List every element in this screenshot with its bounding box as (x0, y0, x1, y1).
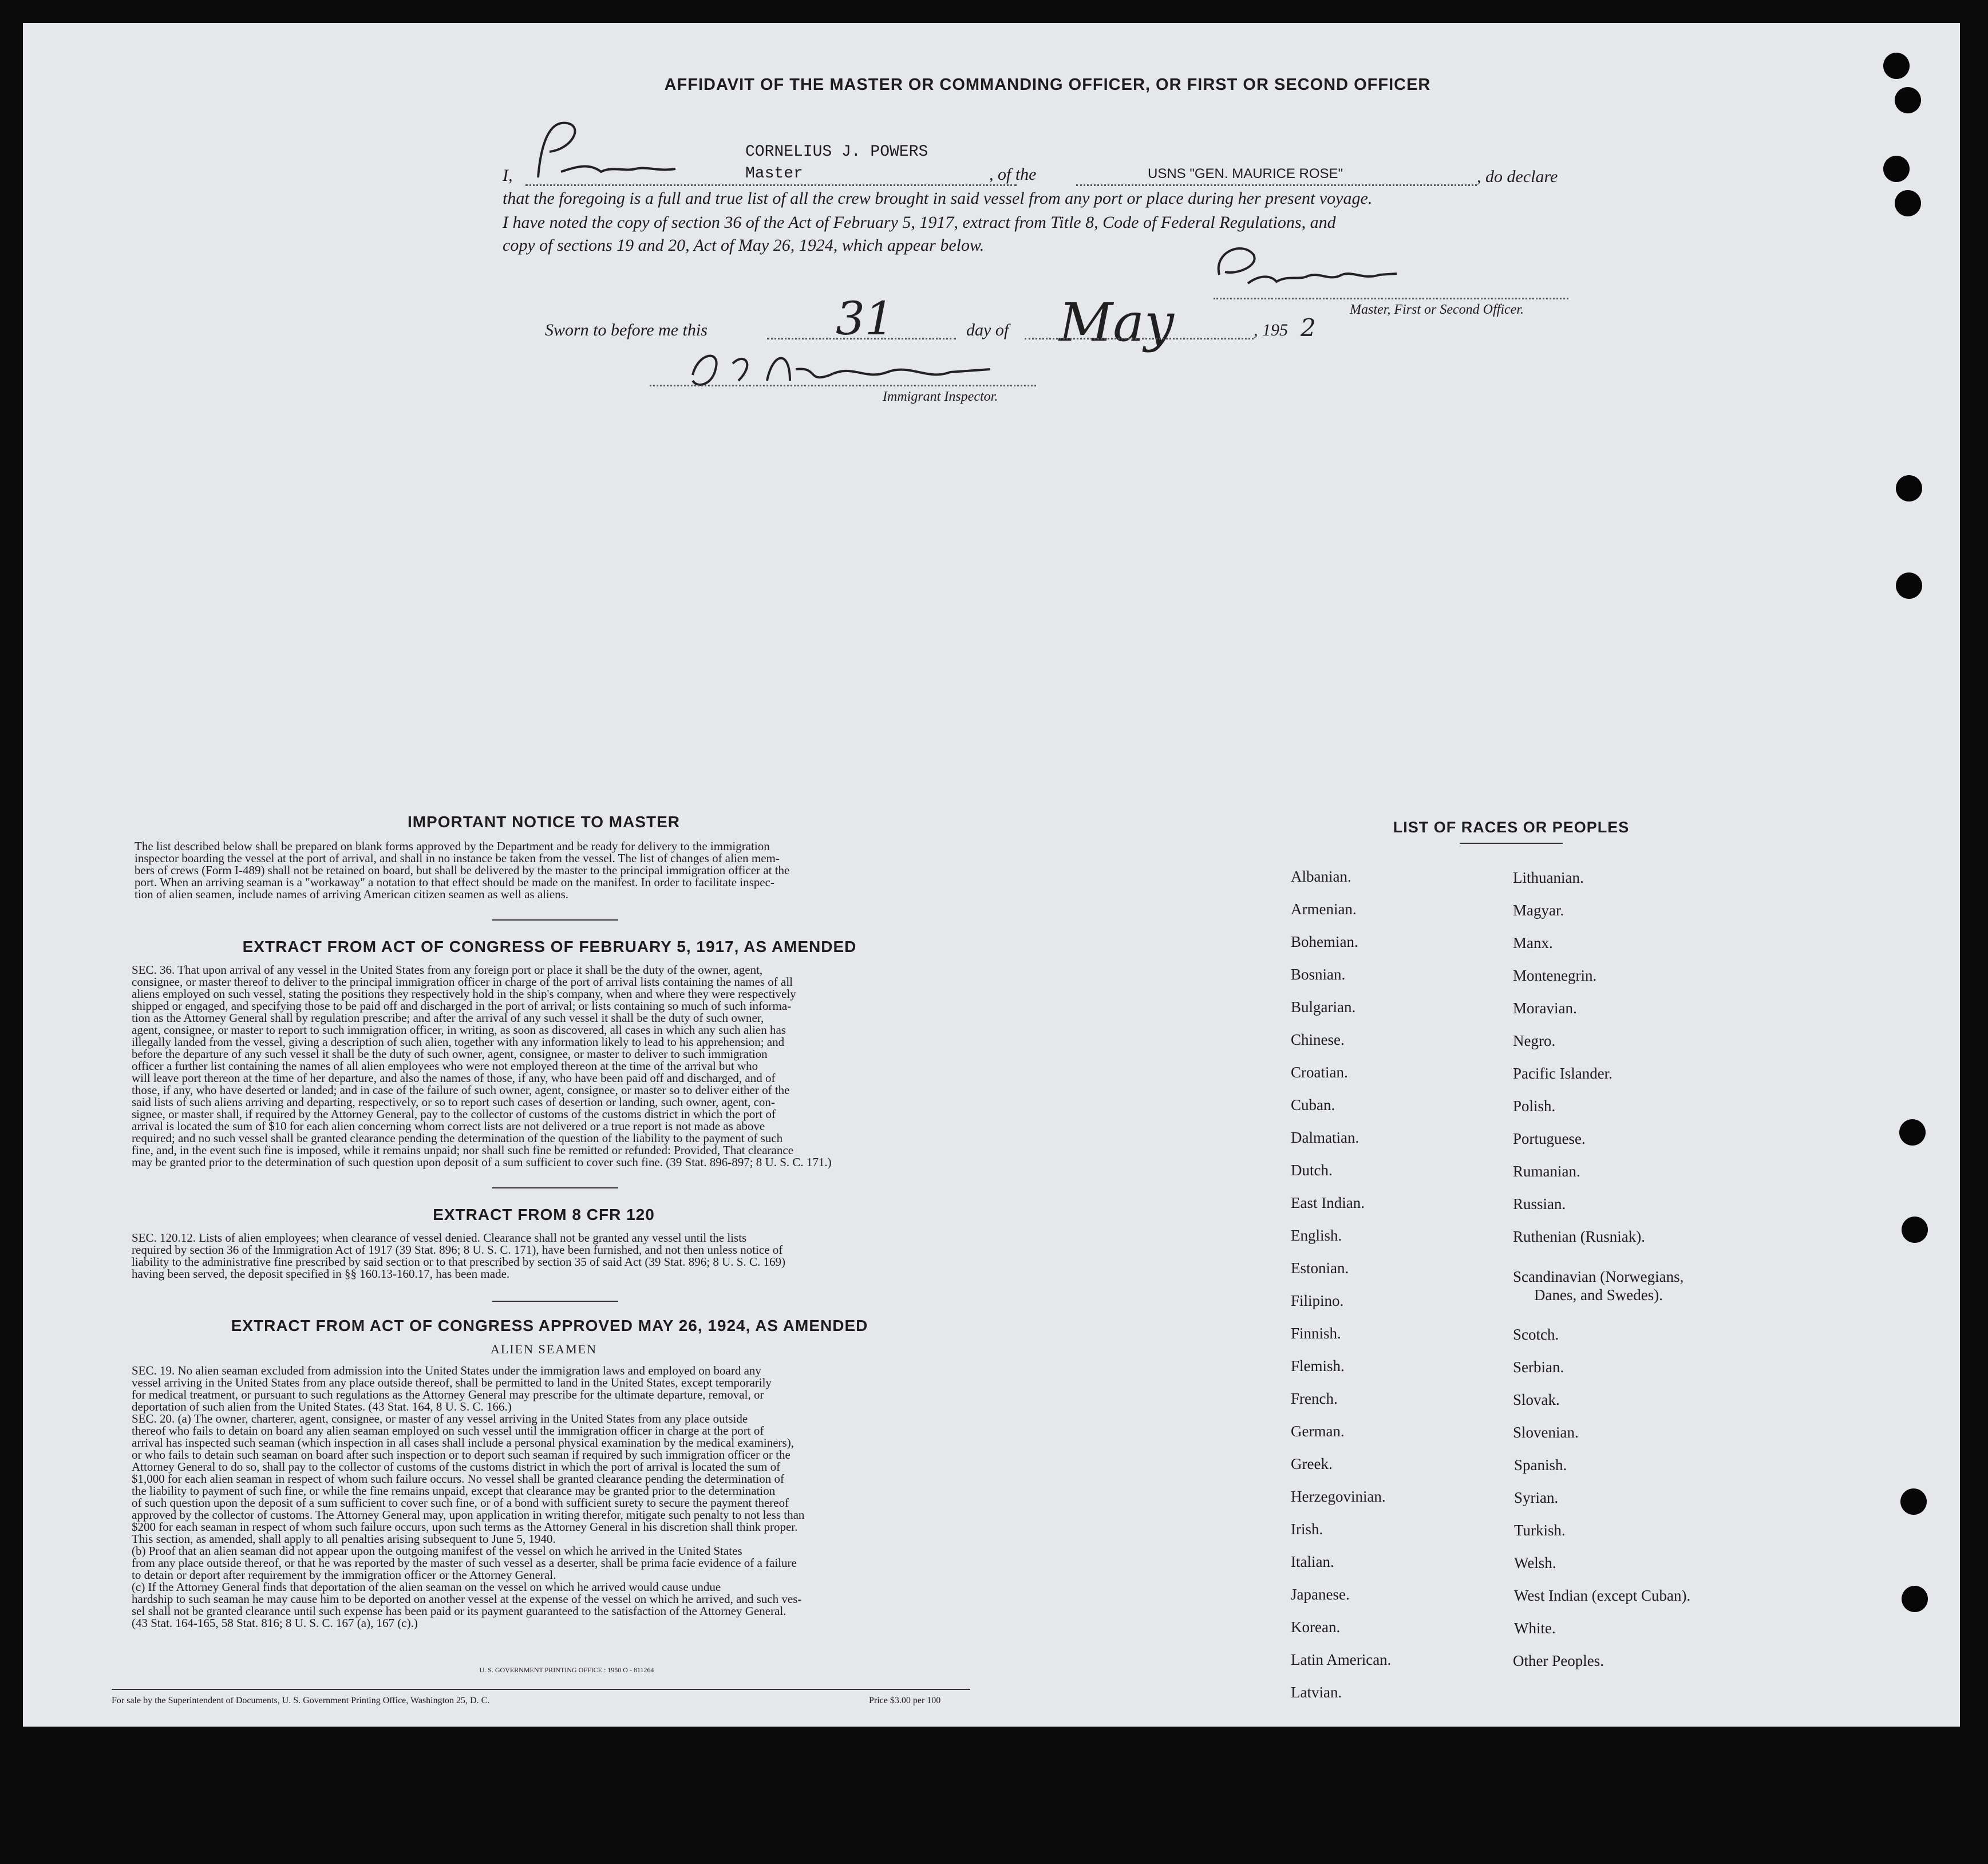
punch-hole (1883, 156, 1910, 182)
month-line (1025, 338, 1254, 339)
affidavit-page (23, 23, 1960, 1727)
extract-1924-body (132, 1365, 967, 1629)
race-item: Scotch. (1513, 1326, 1559, 1343)
affidavit-line-3: I have noted the copy of section 36 of the Act of February 5, 1917, extract from Title 8, Code of Federal Regulations, and (503, 213, 1336, 232)
race-item: Flemish. (1291, 1357, 1345, 1375)
race-item: Magyar. (1513, 902, 1564, 919)
vessel-name: USNS "GEN. MAURICE ROSE" (1148, 166, 1343, 181)
inspector-line (650, 385, 1036, 386)
race-item: Filipino. (1291, 1292, 1344, 1309)
for-sale-note: For sale by the Superintendent of Documents, U. S. Government Printing Office, Washington 25, D. C. (112, 1696, 490, 1705)
extract-1924-line: arrival has inspected such seaman (which inspection in all cases shall include a personal physical examination by the medical examiners), (132, 1436, 794, 1450)
race-item: Serbian. (1513, 1358, 1564, 1376)
master-signature-initial (527, 109, 710, 189)
race-item: Dalmatian. (1291, 1129, 1359, 1146)
extract-1924-line: SEC. 20. (a) The owner, charterer, agent, consignee, or master of any vessel arriving in the United States from any place outside (132, 1412, 748, 1425)
master-name: CORNELIUS J. POWERS (745, 143, 928, 161)
race-item: Latin American. (1291, 1651, 1392, 1668)
notice-line: The list described below shall be prepared on blank forms approved by the Department and be ready for delivery to the immigration (135, 839, 770, 853)
notice-line: tion of alien seamen, include names of arriving American citizen seamen as well as aliens. (135, 887, 569, 901)
race-item: Lithuanian. (1513, 869, 1584, 886)
cfr-line: SEC. 120.12. Lists of alien employees; when clearance of vessel denied. Clearance shall not be granted any vessel until the lists (132, 1231, 747, 1245)
year-value: 2 (1301, 314, 1316, 342)
footer-rule (112, 1689, 970, 1690)
extract-1924-line: from any place outside thereof, or that he was reported by the master of such vessel as a deserter, shall be prima facie evidence of a failure (132, 1556, 797, 1570)
punch-hole (1900, 1488, 1927, 1515)
extract-1917-line: illegally landed from the vessel, giving a description of such alien, together with any information likely to lead to his apprehension; and (132, 1035, 785, 1049)
notice-title: IMPORTANT NOTICE TO MASTER (407, 813, 681, 831)
race-item: Rumanian. (1513, 1163, 1580, 1180)
affidavit-line-4: copy of sections 19 and 20, Act of May 26, 1924, which appear below. (503, 236, 985, 255)
race-item: Armenian. (1291, 901, 1357, 918)
extract-1924-line: deportation of such alien from the United States. (43 Stat. 164, 8 U. S. C. 166.) (132, 1400, 512, 1413)
extract-1924-line: (43 Stat. 164-165, 58 Stat. 816; 8 U. S. C. 167 (a), 167 (c).) (132, 1616, 418, 1630)
race-item: Korean. (1291, 1618, 1341, 1636)
race-item: West Indian (except Cuban). (1514, 1587, 1691, 1604)
race-item: Turkish. (1514, 1522, 1566, 1539)
extract-1917-body (132, 964, 967, 1168)
race-item: Moravian. (1513, 1000, 1577, 1017)
extract-1917-line: tion as the Attorney General shall by regulation prescribe; and after the arrival of any such vessel it shall be the duty of such owner, (132, 1011, 764, 1025)
extract-1924-line: $1,000 for each alien seaman in respect of whom such failure occurs. No vessel shall be granted clearance pending the determination of (132, 1472, 784, 1486)
race-item: Estonian. (1291, 1259, 1349, 1277)
notice-line: inspector boarding the vessel at the port of arrival, and shall in no instance be taken from the vessel. The list of changes of alien mem- (135, 851, 780, 865)
extract-1917-line: agent, consignee, or master to report to such immigration officer, in writing, as soon as discovered, all cases in which any such alien has (132, 1023, 786, 1037)
extract-1917-line: said lists of such aliens arriving and departing, respectively, or so to report such cases of desertion or landing, such owner, agent, con- (132, 1095, 775, 1109)
punch-hole (1896, 572, 1922, 599)
race-item: Greek. (1291, 1455, 1333, 1472)
notice-line: bers of crews (Form I-489) shall not be retained on board, but shall be delivered by the master to the principal immigration officer at the (135, 863, 790, 877)
race-item: English. (1291, 1227, 1342, 1244)
extract-1924-title: EXTRACT FROM ACT OF CONGRESS APPROVED MAY 26, 1924, AS AMENDED (231, 1317, 868, 1334)
punch-hole (1895, 87, 1921, 113)
race-item: Croatian. (1291, 1064, 1348, 1081)
year-prefix: , 195 (1254, 321, 1288, 339)
race-item: Scandinavian (Norwegians, (1513, 1268, 1684, 1285)
do-declare-text: , do declare (1477, 167, 1558, 186)
race-item: Latvian. (1291, 1684, 1342, 1701)
extract-1924-line: the liability to payment of such fine, or while the fine remains unpaid, except that clearance may be granted prior to the determination (132, 1484, 776, 1498)
extract-1924-subtitle: ALIEN SEAMEN (491, 1342, 597, 1356)
day-line (767, 338, 956, 339)
extract-1917-line: fine, and, in the event such fine is imposed, while it remains unpaid; nor shall such fine be remitted or refunded: Provided, That clearance (132, 1143, 794, 1157)
signature-caption: Master, First or Second Officer. (1350, 302, 1524, 317)
punch-hole (1899, 1119, 1926, 1146)
extract-1917-line: signee, or master shall, if required by the Attorney General, pay to the collector of customs of the customs district in which the port of (132, 1107, 776, 1121)
extract-1924-line: (c) If the Attorney General finds that deportation of the alien seaman on the vessel on which he arrived would cause undue (132, 1580, 721, 1594)
races-title-rule (1460, 843, 1563, 844)
affidavit-title: AFFIDAVIT OF THE MASTER OR COMMANDING OFFICER, OR FIRST OR SECOND OFFICER (664, 76, 1431, 94)
extract-1917-line: consignee, or master thereof to deliver to the principal immigration officer in charge of the port of arrival lists containing the names of all (132, 975, 793, 989)
race-item: Chinese. (1291, 1031, 1345, 1048)
extract-1924-line: to detain or deport after requirement by the immigration officer or the Attorney General. (132, 1568, 556, 1582)
race-item: Danes, and Swedes). (1534, 1286, 1663, 1304)
cfr-line: liability to the administrative fine prescribed by said section or to that prescribed by section 35 of said Act (39 Stat. 896; 8 U. S. C. 169) (132, 1255, 785, 1269)
race-item: Bulgarian. (1291, 998, 1356, 1016)
of-the-text: , of the (989, 165, 1037, 184)
race-item: Negro. (1513, 1032, 1556, 1049)
extract-1924-line: SEC. 19. No alien seaman excluded from admission into the United States under the immigration laws and employed on board any (132, 1364, 761, 1377)
race-item: East Indian. (1291, 1194, 1365, 1211)
extract-1917-line: before the departure of any such vessel it shall be the duty of such owner, agent, consignee, or master to deliver to such immigration (132, 1047, 768, 1061)
race-item: Spanish. (1514, 1456, 1567, 1474)
sworn-day: 31 (836, 292, 894, 345)
extract-1917-line: aliens employed on such vessel, stating the positions they respectively hold in the ship's company, when and where they were respectively (132, 987, 796, 1001)
extract-1917-line: those, if any, who have deserted or landed; and in case of the failure of such owner, agent, consignee, or master so to deliver either of the (132, 1083, 790, 1097)
race-item: French. (1291, 1390, 1338, 1407)
race-item: Ruthenian (Rusniak). (1513, 1228, 1645, 1245)
race-item: Manx. (1513, 934, 1553, 951)
race-item: Polish. (1513, 1097, 1556, 1115)
notice-line: port. When an arriving seaman is a "workaway" a notation to that effect should be made on the manifest. In order to facilitate inspec- (135, 875, 774, 889)
race-item: Pacific Islander. (1513, 1065, 1612, 1082)
race-item: Japanese. (1291, 1586, 1350, 1603)
name-line (525, 184, 1017, 186)
extract-1924-line: approved by the collector of customs. The Attorney General may, upon application in writing therefor, mitigate such penalty to not less than (132, 1508, 805, 1522)
punch-hole (1902, 1586, 1928, 1612)
race-item: Italian. (1291, 1553, 1334, 1570)
sworn-month: May (1059, 292, 1175, 353)
race-item: Syrian. (1514, 1489, 1559, 1506)
race-item: Herzegovinian. (1291, 1488, 1386, 1505)
race-item: White. (1514, 1620, 1556, 1637)
price-note: Price $3.00 per 100 (869, 1696, 941, 1705)
extract-1924-line: for medical treatment, or pursuant to such regulations as the Attorney General may prescribe for the ultimate departure, removal, or (132, 1388, 764, 1401)
extract-1924-line: (b) Proof that an alien seaman did not appear upon the outgoing manifest of the vessel on which he arrived in the United States (132, 1544, 742, 1558)
race-item: Slovak. (1513, 1391, 1560, 1408)
extract-1924-line: $200 for each seaman in respect of whom such failure occurs, upon such terms as the Attorney General in his discretion shall think proper. (132, 1520, 798, 1534)
extract-1924-line: of such question upon the deposit of a sum sufficient to cover such fine, or of a bond with sufficient surety to secure the payment thereof (132, 1496, 789, 1510)
separator (492, 1187, 618, 1188)
separator (492, 1301, 618, 1302)
cfr-body (132, 1232, 967, 1280)
affidavit-line-2: that the foregoing is a full and true list of all the crew brought in said vessel from any port or place during her present voyage. (503, 189, 1373, 208)
extract-1924-line: vessel arriving in the United States from any place outside thereof, shall be permitted to land in the United States, except temporarily (132, 1376, 772, 1389)
extract-1924-line: hardship to such seaman he may cause him to be deported on another vessel at the expense of the vessel on which he arrived, and such ves- (132, 1592, 802, 1606)
notice-body (135, 840, 970, 901)
extract-1917-line: shipped or engaged, and specifying those to be paid off and discharged in the port of arrival; or lists containing so much of such informa- (132, 999, 792, 1013)
vessel-line (1076, 184, 1477, 186)
race-item: Irish. (1291, 1521, 1323, 1538)
race-item: Bosnian. (1291, 966, 1346, 983)
extract-1924-line: This section, as amended, shall apply to all penalties arising subsequent to June 5, 1940. (132, 1532, 556, 1546)
cfr-line: having been served, the deposit specified in §§ 160.13-160.17, has been made. (132, 1267, 510, 1281)
inspector-caption: Immigrant Inspector. (883, 389, 998, 404)
extract-1924-line: thereof who fails to detain on board any alien seaman employed on such vessel until the immigration officer in charge at the port of (132, 1424, 764, 1438)
race-item: Welsh. (1514, 1554, 1556, 1571)
punch-hole (1902, 1217, 1928, 1243)
races-title: LIST OF RACES OR PEOPLES (1393, 819, 1630, 836)
printing-office-note: U. S. GOVERNMENT PRINTING OFFICE : 1950 O - 811264 (479, 1666, 654, 1674)
cfr-title: EXTRACT FROM 8 CFR 120 (433, 1206, 655, 1223)
extract-1917-line: SEC. 36. That upon arrival of any vessel in the United States from any foreign port or place it shall be the duty of the owner, agent, (132, 963, 763, 977)
extract-1917-line: required; and no such vessel shall be granted clearance pending the determination of the question of the liability to the payment of such (132, 1131, 783, 1145)
extract-1924-line: or who fails to detain such seaman on board after such inspection or to deport such seaman if required by such immigration officer or the (132, 1448, 791, 1462)
extract-1917-line: arrival is located the sum of $10 for each alien concerning whom correct lists are not delivered or a true report is not made as above (132, 1119, 765, 1133)
race-item: Cuban. (1291, 1096, 1335, 1113)
race-item: Dutch. (1291, 1162, 1333, 1179)
race-item: Russian. (1513, 1195, 1566, 1213)
punch-hole (1895, 190, 1921, 216)
race-item: Montenegrin. (1513, 967, 1597, 984)
race-item: Bohemian. (1291, 933, 1358, 950)
race-item: Other Peoples. (1513, 1652, 1604, 1669)
master-rank: Master (745, 165, 803, 183)
affidavit-pronoun: I, (503, 166, 513, 185)
race-item: Finnish. (1291, 1325, 1341, 1342)
separator (492, 919, 618, 921)
sworn-text: Sworn to before me this (545, 321, 708, 339)
extract-1924-line: Attorney General to do so, shall pay to the collector of customs of the customs district in which the port of arrival is located the sum of (132, 1460, 781, 1474)
extract-1917-line: officer a further list containing the names of all alien employees who were not employed thereon at the time of the arrival but who (132, 1059, 758, 1073)
race-item: German. (1291, 1423, 1345, 1440)
extract-1924-line: sel shall not be granted clearance until such expense has been paid or its payment guaranteed to the satisfaction of the Attorney General. (132, 1604, 786, 1618)
day-of-text: day of (966, 321, 1009, 339)
extract-1917-line: may be granted prior to the determination of such question upon deposit of a sum sufficient to cover such fine. (39 Stat. 896-897; 8 U. S. C. 171.) (132, 1155, 832, 1169)
race-item: Slovenian. (1513, 1424, 1579, 1441)
punch-hole (1896, 475, 1922, 501)
cfr-line: required by section 36 of the Immigration Act of 1917 (39 Stat. 896; 8 U. S. C. 171), have been furnished, and not then unless notice of (132, 1243, 783, 1257)
extract-1917-title: EXTRACT FROM ACT OF CONGRESS OF FEBRUARY 5, 1917, AS AMENDED (242, 938, 857, 955)
master-signature-line (1214, 298, 1568, 299)
race-item: Portuguese. (1513, 1130, 1586, 1147)
punch-hole (1883, 53, 1910, 79)
race-item: Albanian. (1291, 868, 1351, 885)
extract-1917-line: will leave port thereon at the time of her departure, and also the names of those, if any, who have been paid off and discharged, and of (132, 1071, 776, 1085)
